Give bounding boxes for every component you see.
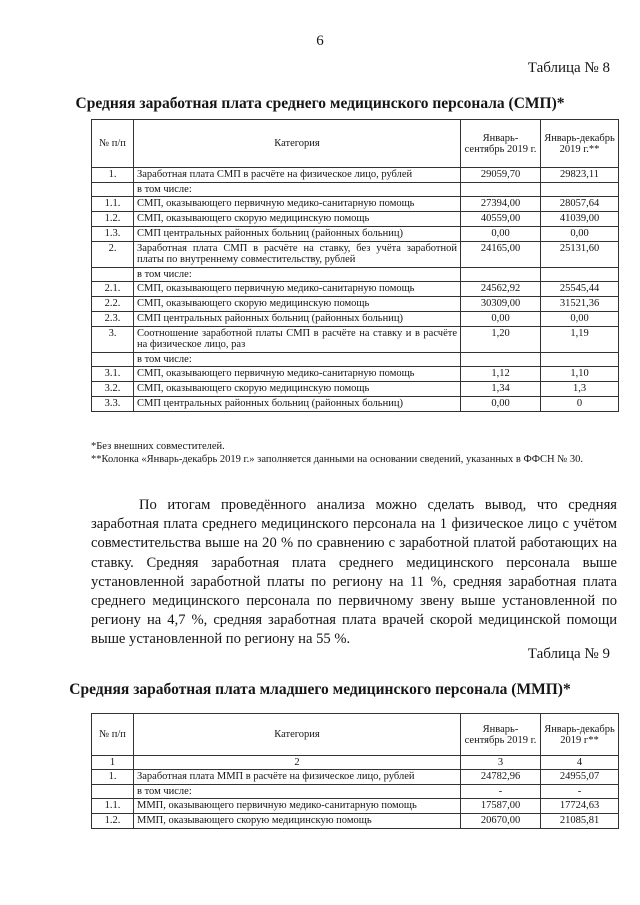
row-category: Заработная плата ММП в расчёте на физическое лицо, рублей <box>134 770 461 785</box>
page-number: 6 <box>316 33 324 49</box>
row-value-1: 24165,00 <box>461 242 541 268</box>
table-row <box>92 197 619 212</box>
row-value-1: 27394,00 <box>461 197 541 212</box>
row-value-1: - <box>461 785 541 799</box>
row-category: СМП, оказывающего первичную медико-санитарную помощь <box>134 197 461 212</box>
table-row <box>92 268 619 282</box>
header-col1: Январь-сентябрь 2019 г. <box>461 120 541 168</box>
row-value-2: 25131,60 <box>541 242 619 268</box>
row-num: 1.1. <box>92 799 134 814</box>
row-category: СМП, оказывающего скорую медицинскую помощь <box>134 212 461 227</box>
row-category: в том числе: <box>134 785 461 799</box>
row-num: 3.1. <box>92 367 134 382</box>
row-num: 1.3. <box>92 227 134 242</box>
row-num: 2.1. <box>92 282 134 297</box>
row-value-1: 40559,00 <box>461 212 541 227</box>
row-num: 3. <box>92 327 134 353</box>
row-value-1: 24562,92 <box>461 282 541 297</box>
table-row <box>92 242 619 268</box>
table8-title: Средняя заработная плата среднего медицинского персонала (СМП)* <box>75 95 565 112</box>
row-category: СМП центральных районных больниц (районных больниц) <box>134 397 461 412</box>
row-category: СМП, оказывающего первичную медико-санитарную помощь <box>134 367 461 382</box>
header-category: Категория <box>134 714 461 756</box>
row-category: в том числе: <box>134 268 461 282</box>
row-value-2: 24955,07 <box>541 770 619 785</box>
row-category: Соотношение заработной платы СМП в расчёте на ставку и в расчёте на физическое лицо, раз <box>134 327 461 353</box>
footnotes <box>91 440 617 466</box>
row-category: СМП, оказывающего первичную медико-санитарную помощь <box>134 282 461 297</box>
row-num: 1.2. <box>92 814 134 829</box>
row-value-2 <box>541 353 619 367</box>
header-col2: Январь-декабрь 2019 г.** <box>541 120 619 168</box>
row-value-1: 30309,00 <box>461 297 541 312</box>
col-number-2: 2 <box>134 756 461 770</box>
table-row <box>92 814 619 829</box>
row-num: 3.3. <box>92 397 134 412</box>
row-value-2: 17724,63 <box>541 799 619 814</box>
table9-header-row <box>92 714 619 756</box>
table8 <box>91 119 619 412</box>
table-row <box>92 353 619 367</box>
table-row <box>92 799 619 814</box>
header-num: № п/п <box>92 120 134 168</box>
table-row <box>92 282 619 297</box>
row-value-2: 21085,81 <box>541 814 619 829</box>
table-row <box>92 183 619 197</box>
row-value-2: 28057,64 <box>541 197 619 212</box>
row-value-1: 24782,96 <box>461 770 541 785</box>
row-category: ММП, оказывающего первичную медико-санитарную помощь <box>134 799 461 814</box>
row-value-1: 1,34 <box>461 382 541 397</box>
row-category: ММП, оказывающего скорую медицинскую помощь <box>134 814 461 829</box>
analysis-paragraph: По итогам проведённого анализа можно сделать вывод, что средняя заработная плата среднего медицинского персонала на 1 физическое лицо с учётом совместительства выше на 20 % по сравнению с заработной платой работающих на ставку. Средняя заработная плата среднего медицинского персонала выше установленной заработной платы по региону на 11 %, средняя заработная плата среднего медицинского персонала по первичному звену выше установленной по региону на 4,7 %, средняя заработная плата врачей скорой медицинской помощи выше установленной по региону на 55 %. <box>91 497 617 648</box>
table-row <box>92 367 619 382</box>
row-value-1: 0,00 <box>461 227 541 242</box>
row-value-2: 1,10 <box>541 367 619 382</box>
row-value-2 <box>541 183 619 197</box>
table-row <box>92 212 619 227</box>
row-num: 1. <box>92 770 134 785</box>
row-category: СМП центральных районных больниц (районных больниц) <box>134 227 461 242</box>
table9-column-numbers <box>92 756 619 770</box>
row-value-1 <box>461 353 541 367</box>
row-value-2: - <box>541 785 619 799</box>
row-value-2: 41039,00 <box>541 212 619 227</box>
row-value-2: 25545,44 <box>541 282 619 297</box>
table-row <box>92 312 619 327</box>
table8-label: Таблица № 8 <box>527 60 610 76</box>
row-num: 1.2. <box>92 212 134 227</box>
row-num: 1. <box>92 168 134 183</box>
row-category: Заработная плата СМП в расчёте на физическое лицо, рублей <box>134 168 461 183</box>
row-value-2: 0,00 <box>541 312 619 327</box>
row-category: СМП центральных районных больниц (районных больниц) <box>134 312 461 327</box>
footnote-2: **Колонка «Январь-декабрь 2019 г.» заполняется данными на основании сведений, указанных в ФФСН № 30. <box>91 454 584 465</box>
table9-title: Средняя заработная плата младшего медицинского персонала (ММП)* <box>69 681 571 698</box>
table-row <box>92 397 619 412</box>
row-num: 3.2. <box>92 382 134 397</box>
row-category: в том числе: <box>134 183 461 197</box>
row-value-1 <box>461 183 541 197</box>
table9-label: Таблица № 9 <box>527 646 610 662</box>
row-value-1: 1,20 <box>461 327 541 353</box>
row-value-2 <box>541 268 619 282</box>
table8-header-row <box>92 120 619 168</box>
header-col2: Январь-декабрь 2019 г** <box>541 714 619 756</box>
row-value-1: 29059,70 <box>461 168 541 183</box>
table-row <box>92 770 619 785</box>
table-row <box>92 785 619 799</box>
row-num: 1.1. <box>92 197 134 212</box>
row-num: 2.2. <box>92 297 134 312</box>
header-category: Категория <box>134 120 461 168</box>
row-value-1 <box>461 268 541 282</box>
row-category: в том числе: <box>134 353 461 367</box>
row-value-1: 20670,00 <box>461 814 541 829</box>
row-value-2: 1,19 <box>541 327 619 353</box>
table-row <box>92 327 619 353</box>
table-row <box>92 227 619 242</box>
table-row <box>92 382 619 397</box>
row-num <box>92 183 134 197</box>
row-value-2: 0 <box>541 397 619 412</box>
row-value-1: 17587,00 <box>461 799 541 814</box>
row-num <box>92 268 134 282</box>
row-value-1: 1,12 <box>461 367 541 382</box>
row-value-1: 0,00 <box>461 397 541 412</box>
table-row <box>92 168 619 183</box>
row-value-2: 29823,11 <box>541 168 619 183</box>
col-number-3: 3 <box>461 756 541 770</box>
header-num: № п/п <box>92 714 134 756</box>
row-value-2: 0,00 <box>541 227 619 242</box>
table9 <box>91 713 619 829</box>
row-num: 2.3. <box>92 312 134 327</box>
footnote-1: *Без внешних совместителей. <box>91 441 225 452</box>
col-number-4: 4 <box>541 756 619 770</box>
row-value-1: 0,00 <box>461 312 541 327</box>
row-category: СМП, оказывающего скорую медицинскую помощь <box>134 382 461 397</box>
col-number-1: 1 <box>92 756 134 770</box>
row-category: Заработная плата СМП в расчёте на ставку, без учёта заработной платы по внутреннему совместительству, рублей <box>134 242 461 268</box>
header-col1: Январь-сентябрь 2019 г. <box>461 714 541 756</box>
row-num: 2. <box>92 242 134 268</box>
row-value-2: 31521,36 <box>541 297 619 312</box>
row-num <box>92 353 134 367</box>
row-category: СМП, оказывающего скорую медицинскую помощь <box>134 297 461 312</box>
row-num <box>92 785 134 799</box>
table-row <box>92 297 619 312</box>
row-value-2: 1,3 <box>541 382 619 397</box>
